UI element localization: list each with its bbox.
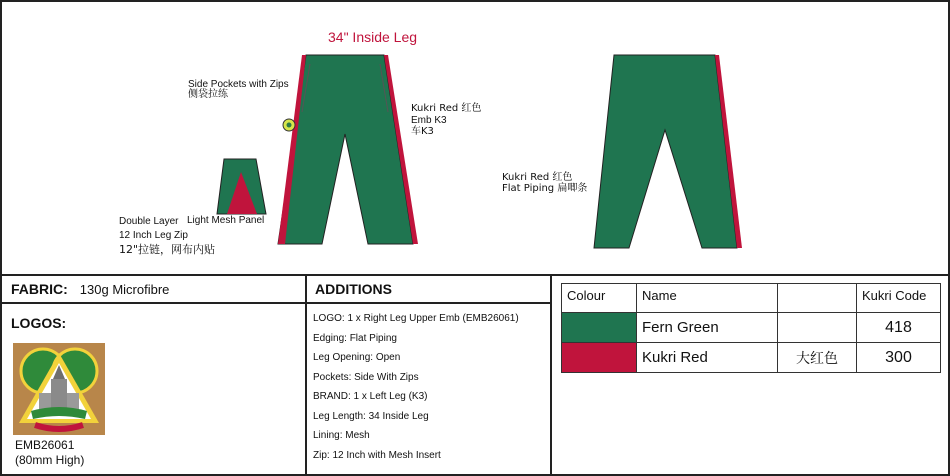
- addition-item: Zip: 12 Inch with Mesh Insert: [313, 449, 441, 461]
- fabric-logos-panel: [2, 276, 305, 476]
- fabric-value: 130g Microfibre: [79, 281, 170, 297]
- table-row: [562, 313, 941, 343]
- logo-code-number: EMB26061: [15, 438, 75, 452]
- front-pants: [278, 55, 418, 244]
- colour-extra: 大红色: [778, 343, 857, 373]
- side-pockets-label: Side Pockets with Zips: [188, 79, 289, 90]
- colour-table-header: [562, 284, 941, 313]
- colour-table: [561, 283, 941, 373]
- colour-name: Fern Green: [637, 313, 778, 343]
- addition-item: Edging: Flat Piping: [313, 332, 397, 344]
- fern-green-swatch: [562, 313, 636, 342]
- side-pockets-label-cn: 侧袋拉练: [188, 89, 228, 100]
- kukri-red-emb-label: Kukri Red 红色: [411, 103, 482, 114]
- double-layer-label: Double Layer: [119, 216, 179, 227]
- light-mesh-label: Light Mesh Panel: [187, 215, 265, 226]
- school-crest-logo: [13, 343, 105, 435]
- flat-piping-label: Flat Piping 扁唧条: [502, 183, 588, 194]
- inside-leg-title: 34" Inside Leg: [328, 29, 418, 45]
- kukri-red-swatch: [562, 343, 636, 372]
- addition-item: Leg Opening: Open: [313, 352, 401, 363]
- header-colour: Colour: [562, 284, 637, 313]
- logos-label: LOGOS:: [11, 315, 67, 331]
- additions-list: [313, 309, 519, 465]
- emb-k3-label-cn: 车K3: [411, 126, 434, 137]
- logo-code: [15, 438, 84, 468]
- logo-size: (80mm High): [15, 453, 85, 467]
- fabric-row: [2, 276, 305, 304]
- emb-k3-label: Emb K3: [411, 115, 447, 126]
- table-row: [562, 343, 941, 373]
- additions-title: ADDITIONS: [315, 281, 392, 297]
- colour-swatch-cell: [562, 343, 637, 373]
- addition-item: Pockets: Side With Zips: [313, 371, 419, 383]
- colour-swatch-cell: [562, 313, 637, 343]
- leg-zip-label-cn: 12"拉链，网布内贴: [119, 243, 216, 256]
- addition-item: LOGO: 1 x Right Leg Upper Emb (EMB26061): [313, 313, 519, 324]
- mesh-panel-detail: [217, 159, 266, 214]
- back-pants: [594, 55, 742, 248]
- garment-drawing: [2, 2, 948, 274]
- addition-item: Lining: Mesh: [313, 430, 370, 441]
- additions-panel: [305, 276, 552, 476]
- additions-header: [307, 276, 550, 304]
- colour-code: 300: [857, 343, 941, 373]
- colour-name: Kukri Red: [637, 343, 778, 373]
- header-name: Name: [637, 284, 778, 313]
- addition-item: BRAND: 1 x Left Leg (K3): [313, 391, 428, 402]
- colour-code: 418: [857, 313, 941, 343]
- header-extra: [778, 284, 857, 313]
- addition-item: Leg Length: 34 Inside Leg: [313, 410, 429, 422]
- colour-extra: [778, 313, 857, 343]
- colour-panel: [552, 276, 948, 476]
- fabric-label: FABRIC:: [11, 281, 68, 297]
- kukri-red-piping-label: Kukri Red 红色: [502, 172, 573, 183]
- leg-zip-label: 12 Inch Leg Zip: [119, 230, 188, 241]
- header-kukri-code: Kukri Code: [857, 284, 941, 313]
